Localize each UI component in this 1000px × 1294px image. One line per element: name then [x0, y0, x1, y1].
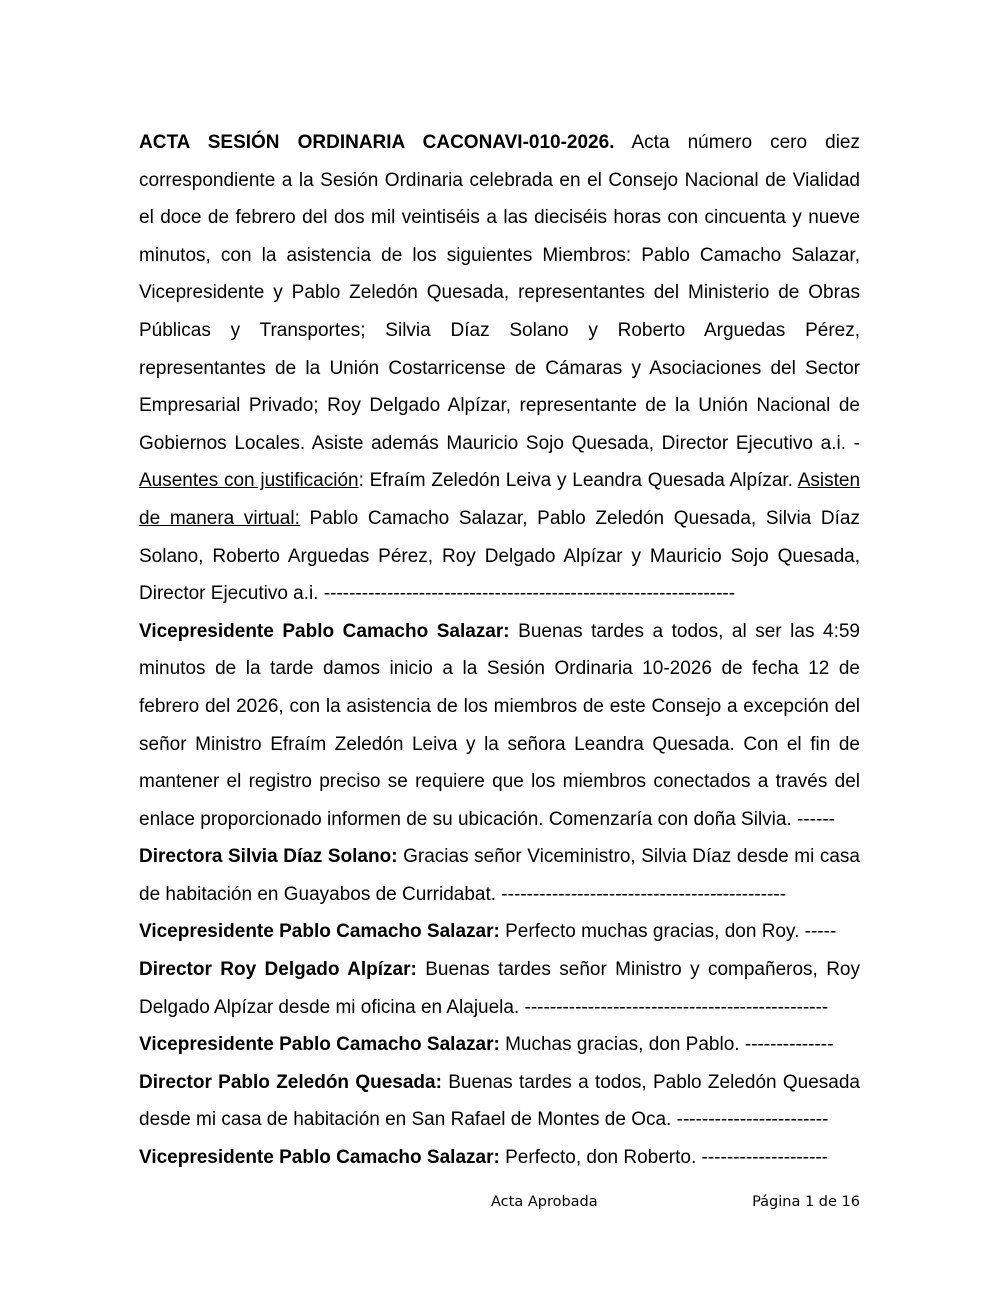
virtual-label: Asisten de manera virtual: [139, 470, 861, 529]
intervention-paragraph [139, 951, 860, 1026]
approval-status: Acta Aprobada [491, 1194, 598, 1210]
speaker-name: Directora Silvia Díaz Solano: [139, 846, 398, 868]
speech-text: Muchas gracias, don Pablo. -------------- [499, 1034, 834, 1056]
absent-text: : Efraím Zeledón Leiva y Leandra Quesada Alpízar. [358, 470, 793, 492]
speaker-name: Vicepresidente Pablo Camacho Salazar: [139, 1034, 500, 1056]
minutes-heading: ACTA SESIÓN ORDINARIA CACONAVI-010-2026. [139, 132, 615, 153]
page-footer [0, 1194, 1000, 1216]
minutes-intro-paragraph [139, 124, 860, 613]
intervention-paragraph [139, 1139, 860, 1177]
speaker-name: Director Pablo Zeledón Quesada: [139, 1071, 442, 1093]
speech-text: Perfecto, don Roberto. -------------------- [499, 1147, 829, 1169]
speaker-name: Director Roy Delgado Alpízar: [139, 959, 417, 981]
speech-text: Buenas tardes a todos, al ser las 4:59 minutos de la tarde damos inicio a la Sesión Ordinaria 10-2026 de fecha 12 de febrero del 2026, con la asistencia de los miembros de este Consejo a excepción del señor Ministro Efraím Zeledón Leiva y la señora Leandra Quesada. Con el fin de mantener el registro preciso se requiere que los miembros conectados a través del enlace proporcionado informen de su ubicación. Comenzaría con doña Silvia. ------ [139, 620, 860, 830]
speech-text: Buenas tardes a todos, Pablo Zeledón Quesada desde mi casa de habitación en San Rafael de Montes de Oca. ------------------------ [139, 1071, 860, 1131]
intervention-paragraph [139, 838, 860, 913]
intervention-paragraph [139, 913, 860, 951]
speech-text: Gracias señor Viceministro, Silvia Díaz desde mi casa de habitación en Guayabos de Curridabat. --------------------------------------------- [139, 846, 861, 905]
intervention-paragraph [139, 1064, 860, 1139]
speech-text: Perfecto muchas gracias, don Roy. ----- [499, 921, 837, 943]
speaker-name: Vicepresidente Pablo Camacho Salazar: [139, 1147, 500, 1169]
speech-text: Buenas tardes señor Ministro y compañeros, Roy Delgado Alpízar desde mi oficina en Alajuela. ------------------------------------------------ [139, 959, 860, 1018]
absent-label: Ausentes con justificación [139, 470, 359, 492]
page-number: Página 1 de 16 [752, 1194, 860, 1210]
speaker-name: Vicepresidente Pablo Camacho Salazar: [139, 620, 510, 642]
virtual-text: Pablo Camacho Salazar, Pablo Zeledón Quesada, Silvia Díaz Solano, Roberto Arguedas Pérez, Roy Delgado Alpízar y Mauricio Sojo Quesada, Director Ejecutivo a.i. ----------------------------------------------------------------- [139, 507, 860, 605]
speaker-name: Vicepresidente Pablo Camacho Salazar: [139, 921, 500, 943]
intervention-paragraph [139, 613, 860, 839]
document-body [139, 124, 860, 1177]
intervention-paragraph [139, 1026, 860, 1064]
minutes-intro-text: Acta número cero diez correspondiente a la Sesión Ordinaria celebrada en el Consejo Nacional de Vialidad el doce de febrero del dos mil veintiséis a las dieciséis horas con cincuenta y nueve minutos, con la asistencia de los siguientes Miembros: Pablo Camacho Salazar, Vicepresidente y Pablo Zeledón Quesada, representantes del Ministerio de Obras Públicas y Transportes; Silvia Díaz Solano y Roberto Arguedas Pérez, representantes de la Unión Costarricense de Cámaras y Asociaciones del Sector Empresarial Privado; Roy Delgado Alpízar, representante de la Unión Nacional de Gobiernos Locales. Asiste además Mauricio Sojo Quesada, Director Ejecutivo a.i. - [139, 132, 861, 454]
